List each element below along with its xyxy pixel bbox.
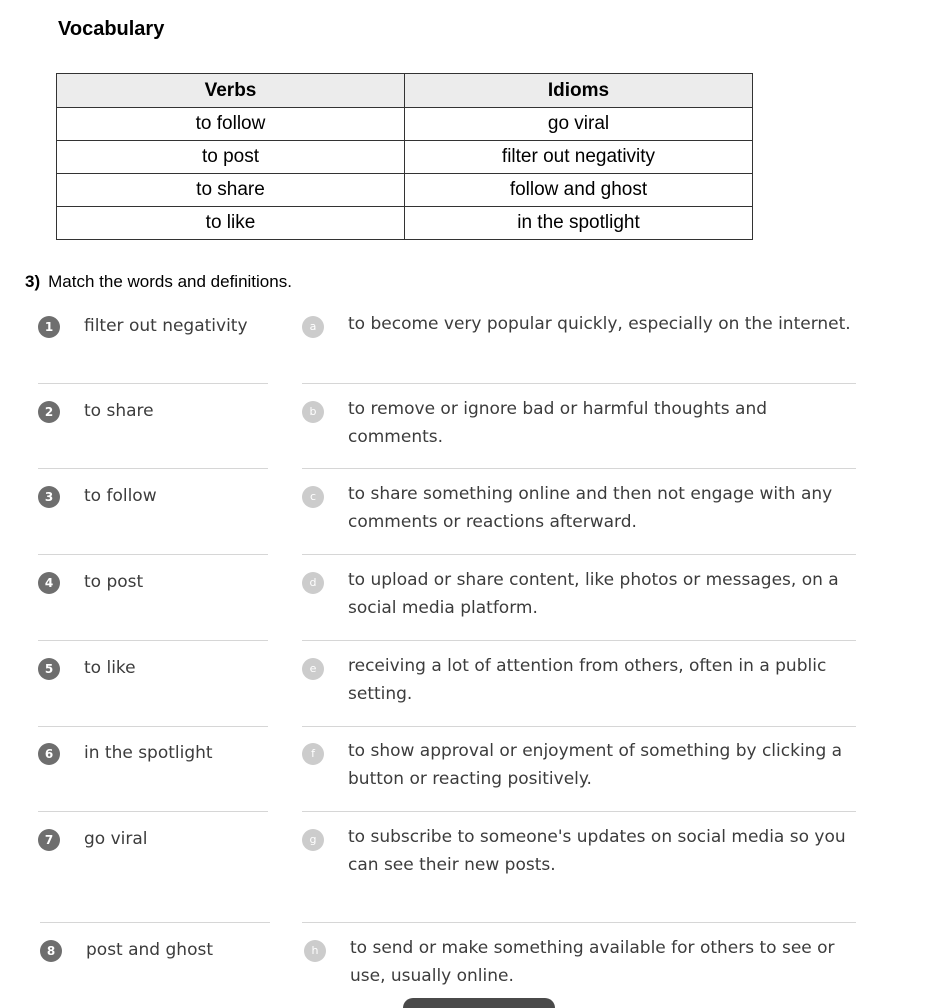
match-definition: to become very popular quickly, especially on the internet. (348, 314, 851, 334)
number-badge: 1 (38, 316, 60, 338)
match-definition: to remove or ignore bad or harmful thoughts and comments. (348, 399, 768, 447)
letter-badge: h (304, 940, 326, 962)
match-word: go viral (84, 829, 148, 849)
match-word: post and ghost (86, 940, 213, 960)
table-row (57, 141, 753, 174)
letter-badge: f (302, 743, 324, 765)
match-word: to like (84, 658, 136, 678)
match-word: to post (84, 572, 144, 592)
number-badge: 4 (38, 572, 60, 594)
table-cell-idiom: go viral (405, 108, 753, 141)
letter-badge: d (302, 572, 324, 594)
table-cell-verb: to share (57, 174, 405, 207)
table-cell-idiom: follow and ghost (405, 174, 753, 207)
page-title: Vocabulary (58, 18, 165, 40)
table-row (57, 174, 753, 207)
match-definition: to upload or share content, like photos or messages, on a social media platform. (348, 570, 839, 618)
number-badge: 8 (40, 940, 62, 962)
letter-badge: g (302, 829, 324, 851)
divider (38, 640, 268, 641)
divider (38, 811, 268, 812)
table-cell-verb: to like (57, 207, 405, 240)
divider (302, 726, 856, 727)
match-definition: to send or make something available for others to see or use, usually online. (350, 938, 835, 986)
divider (302, 640, 856, 641)
table-header-row (57, 74, 753, 108)
divider (38, 383, 268, 384)
letter-badge: a (302, 316, 324, 338)
table-row (57, 207, 753, 240)
divider (302, 922, 856, 923)
question-text: Match the words and definitions. (48, 272, 292, 291)
letter-badge: e (302, 658, 324, 680)
column-header-idioms: Idioms (405, 74, 753, 108)
letter-badge: b (302, 401, 324, 423)
table-cell-verb: to follow (57, 108, 405, 141)
question-instruction (25, 272, 292, 292)
divider (302, 383, 856, 384)
number-badge: 5 (38, 658, 60, 680)
divider (38, 468, 268, 469)
table-cell-idiom: filter out negativity (405, 141, 753, 174)
table-cell-idiom: in the spotlight (405, 207, 753, 240)
table-cell-verb: to post (57, 141, 405, 174)
match-definition: receiving a lot of attention from others, often in a public setting. (348, 656, 827, 704)
letter-badge: c (302, 486, 324, 508)
number-badge: 6 (38, 743, 60, 765)
match-definition: to subscribe to someone's updates on social media so you can see their new posts. (348, 827, 846, 875)
match-definition: to show approval or enjoyment of something by clicking a button or reacting positively. (348, 741, 843, 789)
match-word: to follow (84, 486, 157, 506)
divider (40, 922, 270, 923)
question-number: 3) (25, 272, 41, 291)
vocabulary-table (56, 73, 753, 240)
match-word: to share (84, 401, 154, 421)
divider (38, 726, 268, 727)
divider (302, 554, 856, 555)
match-definition: to share something online and then not engage with any comments or reactions afterward. (348, 484, 833, 532)
divider (302, 468, 856, 469)
number-badge: 2 (38, 401, 60, 423)
divider (38, 554, 268, 555)
number-badge: 7 (38, 829, 60, 851)
divider (302, 811, 856, 812)
number-badge: 3 (38, 486, 60, 508)
table-row (57, 108, 753, 141)
match-word: in the spotlight (84, 743, 213, 763)
column-header-verbs: Verbs (57, 74, 405, 108)
bottom-tab-handle[interactable] (403, 998, 555, 1008)
match-word: filter out negativity (84, 316, 248, 336)
